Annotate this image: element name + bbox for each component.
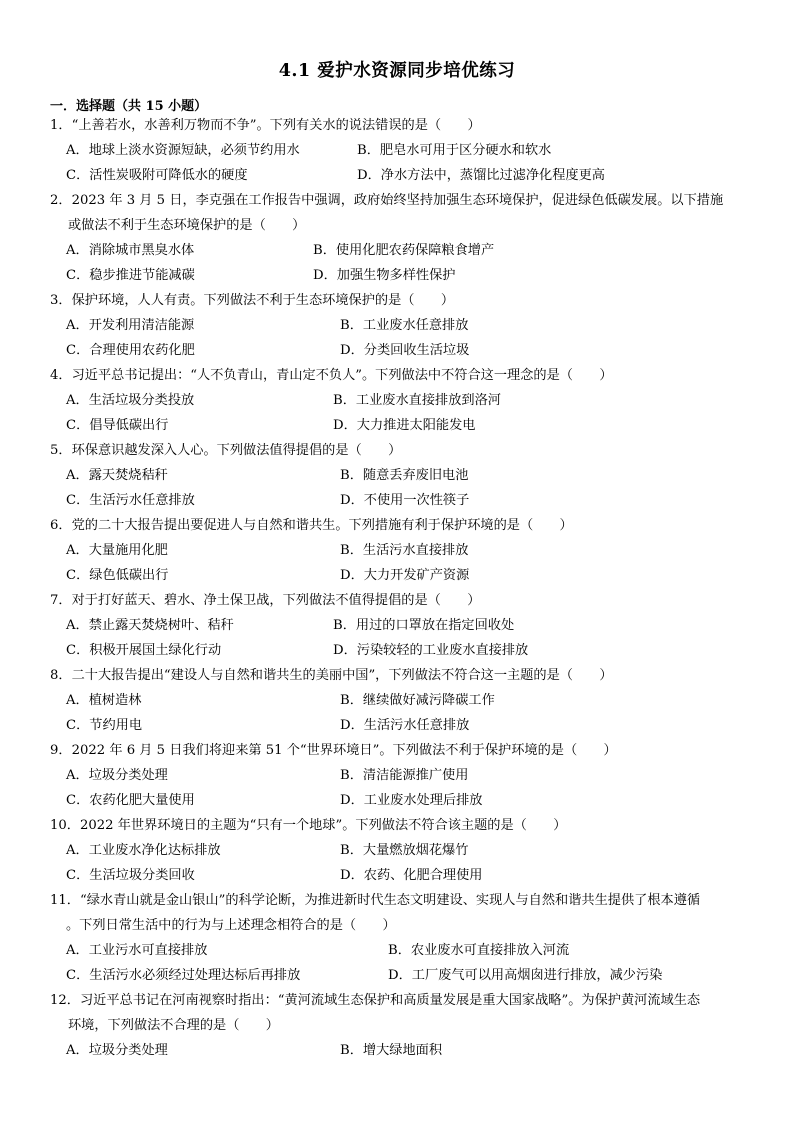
- question-3-option-a: A．开发利用清洁能源: [66, 318, 195, 333]
- question-11-option-a: A．工业污水可直接排放: [66, 943, 208, 958]
- question-4-option-b: B．工业废水直接排放到洛河: [333, 393, 501, 408]
- question-9-stem: 9．2022 年 6 月 5 日我们将迎来第 51 个“世界环境日”。下列做法不利于保护环境的是（ ）: [50, 743, 617, 758]
- question-3-stem: 3．保护环境，人人有责。下列做法不利于生态环境保护的是（ ）: [50, 293, 455, 308]
- question-11-option-c: C．生活污水必须经过处理达标后再排放: [66, 968, 301, 983]
- question-11-option-b: B．农业废水可直接排放入河流: [388, 943, 570, 958]
- question-7-option-b: B．用过的口罩放在指定回收处: [333, 618, 515, 633]
- question-3-option-c: C．合理使用农药化肥: [66, 343, 195, 358]
- question-1-option-b: B．肥皂水可用于区分硬水和软水: [357, 143, 552, 158]
- question-6-option-c: C．绿色低碳出行: [66, 568, 169, 583]
- question-12-option-b: B．增大绿地面积: [340, 1043, 443, 1058]
- question-10-option-a: A．工业废水净化达标排放: [66, 843, 221, 858]
- question-3-option-d: D．分类回收生活垃圾: [340, 343, 470, 358]
- question-8-stem: 8．二十大报告提出“建设人与自然和谐共生的美丽中国”，下列做法不符合这一主题的是（ ）: [50, 668, 613, 683]
- question-4-option-c: C．倡导低碳出行: [66, 418, 169, 433]
- question-9-option-a: A．垃圾分类处理: [66, 768, 168, 783]
- question-1-option-d: D．净水方法中，蒸馏比过滤净化程度更高: [357, 168, 605, 183]
- question-8-option-d: D．生活污水任意排放: [340, 718, 470, 733]
- question-9-option-d: D．工业废水处理后排放: [340, 793, 483, 808]
- question-7-option-a: A．禁止露天焚烧树叶、秸秆: [66, 618, 234, 633]
- question-10-stem: 10．2022 年世界环境日的主题为“只有一个地球”。下列做法不符合该主题的是（ ）: [50, 818, 567, 833]
- question-5-option-d: D．不使用一次性筷子: [340, 493, 470, 508]
- question-7-option-d: D．污染较轻的工业废水直接排放: [333, 643, 529, 658]
- question-1-option-c: C．活性炭吸附可降低水的硬度: [66, 168, 248, 183]
- question-9-option-b: B．清洁能源推广使用: [340, 768, 469, 783]
- question-5-option-c: C．生活污水任意排放: [66, 493, 195, 508]
- question-8-option-a: A．植树造林: [66, 693, 142, 708]
- question-5-stem: 5．环保意识越发深入人心。下列做法值得提倡的是（ ）: [50, 443, 402, 458]
- question-2-option-a: A．消除城市黑臭水体: [66, 243, 195, 258]
- question-1-stem: 1．“上善若水，水善利万物而不争”。下列有关水的说法错误的是（ ）: [50, 118, 481, 133]
- question-6-stem: 6．党的二十大报告提出要促进人与自然和谐共生。下列措施有利于保护环境的是（ ）: [50, 518, 573, 533]
- question-4-option-d: D．大力推进太阳能发电: [333, 418, 476, 433]
- question-11-stem-line-1: 11．“绿水青山就是金山银山”的科学论断，为推进新时代生态文明建设、实现人与自然和谐共生提供了根本遵循: [50, 893, 701, 908]
- question-7-option-c: C．积极开展国土绿化行动: [66, 643, 222, 658]
- question-12-stem-line-2: 环境，下列做法不合理的是（ ）: [68, 1018, 279, 1033]
- question-10-option-c: C．生活垃圾分类回收: [66, 868, 195, 883]
- question-5-option-b: B．随意丢弃废旧电池: [340, 468, 469, 483]
- question-3-option-b: B．工业废水任意排放: [340, 318, 469, 333]
- question-4-option-a: A．生活垃圾分类投放: [66, 393, 195, 408]
- question-6-option-a: A．大量施用化肥: [66, 543, 168, 558]
- question-10-option-b: B．大量燃放烟花爆竹: [340, 843, 469, 858]
- question-12-option-a: A．垃圾分类处理: [66, 1043, 168, 1058]
- question-2-stem-line-2: 或做法不利于生态环境保护的是（ ）: [68, 218, 306, 233]
- question-8-option-b: B．继续做好减污降碳工作: [340, 693, 495, 708]
- page-title: 4.1 爱护水资源同步培优练习: [278, 61, 516, 81]
- question-2-stem-line-1: 2．2023 年 3 月 5 日，李克强在工作报告中强调，政府始终坚持加强生态环境保护，促进绿色低碳发展。以下措施: [50, 193, 724, 208]
- question-8-option-c: C．节约用电: [66, 718, 143, 733]
- question-2-option-b: B．使用化肥农药保障粮食增产: [313, 243, 495, 258]
- question-4-stem: 4．习近平总书记提出：“人不负青山，青山定不负人”。下列做法中不符合这一理念的是（ ）: [50, 368, 613, 383]
- question-12-stem-line-1: 12．习近平总书记在河南视察时指出：“黄河流域生态保护和高质量发展是重大国家战略”。为保护黄河流域生态: [50, 993, 701, 1008]
- question-6-option-d: D．大力开发矿产资源: [340, 568, 470, 583]
- question-7-stem: 7．对于打好蓝天、碧水、净土保卫战，下列做法不值得提倡的是（ ）: [50, 593, 481, 608]
- section-heading: 一．选择题（共 15 小题）: [50, 99, 208, 114]
- question-2-option-c: C．稳步推进节能减碳: [66, 268, 195, 283]
- question-10-option-d: D．农药、化肥合理使用: [340, 868, 483, 883]
- question-5-option-a: A．露天焚烧秸秆: [66, 468, 168, 483]
- question-2-option-d: D．加强生物多样性保护: [313, 268, 456, 283]
- question-11-stem-line-2: 。下列日常生活中的行为与上述理念相符合的是（ ）: [66, 918, 396, 933]
- question-6-option-b: B．生活污水直接排放: [340, 543, 469, 558]
- question-11-option-d: D．工厂废气可以用高烟囱进行排放，减少污染: [388, 968, 663, 983]
- question-1-option-a: A．地球上淡水资源短缺，必须节约用水: [66, 143, 300, 158]
- question-9-option-c: C．农药化肥大量使用: [66, 793, 195, 808]
